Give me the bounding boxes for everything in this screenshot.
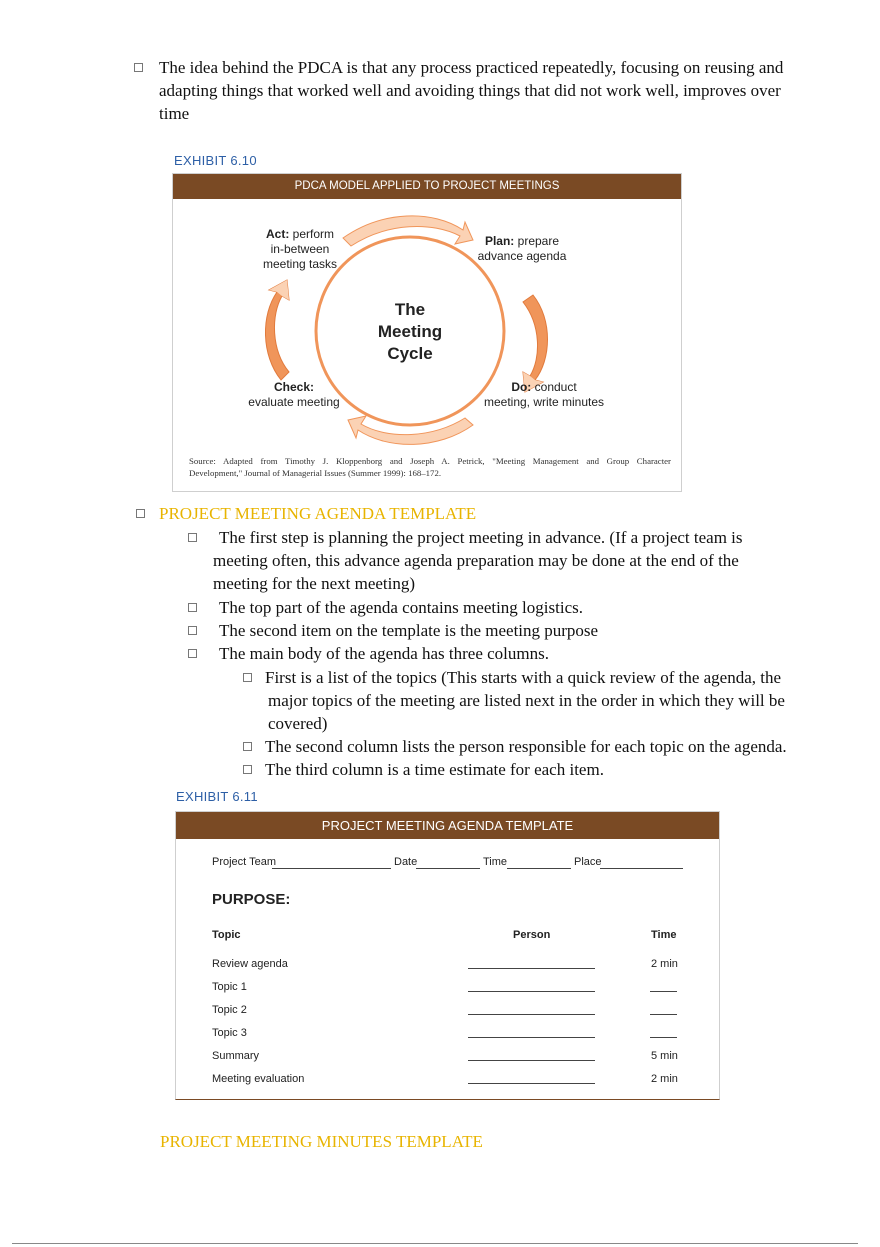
plan-bold: Plan: xyxy=(484,234,515,248)
agenda-bullet-1 xyxy=(213,526,833,595)
column-header-topic: Topic xyxy=(212,929,241,941)
field-project-team-label: Project Team xyxy=(212,856,276,868)
plan-line-2: advance agenda xyxy=(477,249,567,263)
table-row-time: 2 min xyxy=(651,958,678,970)
sub1-line-3: covered) xyxy=(268,714,328,733)
sub1-line-1: First is a list of the topics (This starts with a quick review of the agenda, the xyxy=(265,668,782,687)
field-project-team-line xyxy=(272,868,391,869)
agenda-bullet-3: The second item on the template is the meeting purpose xyxy=(219,621,599,640)
check-bold: Check: xyxy=(273,380,314,394)
table-row-person-line xyxy=(468,968,595,969)
center-line-3: Cycle xyxy=(387,344,433,363)
table-row-time: 5 min xyxy=(651,1050,678,1062)
exhibit-6-11-label: EXHIBIT 6.11 xyxy=(176,789,258,804)
table-row-person-line xyxy=(468,1014,595,1015)
table-row-time-line xyxy=(650,1014,677,1015)
table-row-time: 2 min xyxy=(651,1073,678,1085)
field-date-line xyxy=(416,868,480,869)
intro-line-2: adapting things that worked well and avoiding things that did not work well, improves over xyxy=(159,81,781,100)
minutes-section-heading: PROJECT MEETING MINUTES TEMPLATE xyxy=(160,1132,483,1151)
agenda-b1-line-2: meeting often, this advance agenda preparation may be done at the end of the xyxy=(213,551,739,570)
intro-line-3: time xyxy=(159,104,190,123)
bullet-marker xyxy=(134,63,143,72)
table-row-topic: Review agenda xyxy=(212,958,288,970)
table-row-time-line xyxy=(650,1037,677,1038)
check-label xyxy=(242,380,346,410)
exhibit-6-10-banner: PDCA MODEL APPLIED TO PROJECT MEETINGS xyxy=(173,174,681,199)
exhibit-6-10-label: EXHIBIT 6.10 xyxy=(174,153,257,168)
source-line-1: Source: Adapted from Timothy J. Kloppenborg and Joseph A. Petrick, "Meeting Management and Group Character xyxy=(189,456,671,466)
table-row-topic: Topic 2 xyxy=(212,1004,247,1016)
bullet-marker xyxy=(188,603,197,612)
exhibit-6-11-banner: PROJECT MEETING AGENDA TEMPLATE xyxy=(176,812,719,839)
agenda-sub-bullet-1 xyxy=(265,666,825,735)
field-time-label: Time xyxy=(483,856,508,868)
field-place-line xyxy=(600,868,683,869)
footer-divider xyxy=(12,1243,858,1244)
table-row-topic: Topic 1 xyxy=(212,981,247,993)
exhibit-6-10-source xyxy=(189,455,671,479)
table-row-topic: Meeting evaluation xyxy=(212,1073,305,1085)
bullet-marker xyxy=(243,765,252,774)
bullet-marker xyxy=(136,509,145,518)
bullet-marker xyxy=(188,649,197,658)
center-line-1: The xyxy=(394,300,426,319)
intro-line-1: The idea behind the PDCA is that any process practiced repeatedly, focusing on reusing and xyxy=(159,58,784,77)
column-header-person: Person xyxy=(513,929,551,941)
bullet-marker xyxy=(188,533,197,542)
bullet-marker xyxy=(188,626,197,635)
do-bold: Do: xyxy=(511,380,532,394)
field-time-line xyxy=(507,868,571,869)
act-rest: perform xyxy=(289,227,335,241)
do-line-2: meeting, write minutes xyxy=(483,395,605,409)
table-row-topic: Summary xyxy=(212,1050,260,1062)
agenda-section-heading: PROJECT MEETING AGENDA TEMPLATE xyxy=(159,504,477,523)
field-date-label: Date xyxy=(394,856,418,868)
agenda-b1-line-1: The first step is planning the project meeting in advance. (If a project team is xyxy=(219,528,743,547)
table-row-person-line xyxy=(468,1037,595,1038)
field-place-label: Place xyxy=(574,856,602,868)
agenda-bullet-2: The top part of the agenda contains meeting logistics. xyxy=(219,598,583,617)
column-header-time: Time xyxy=(651,929,677,941)
bullet-marker xyxy=(243,742,252,751)
do-rest: conduct xyxy=(531,380,577,394)
sub1-line-2: major topics of the meeting are listed next in the order in which they will be xyxy=(268,691,785,710)
act-bold: Act: xyxy=(265,227,290,241)
plan-label xyxy=(472,234,572,264)
table-row-time-line xyxy=(650,991,677,992)
center-line-2: Meeting xyxy=(377,322,443,341)
bullet-marker xyxy=(243,673,252,682)
check-line-2: evaluate meeting xyxy=(248,395,340,409)
table-row-person-line xyxy=(468,1060,595,1061)
table-row-topic: Topic 3 xyxy=(212,1027,247,1039)
plan-rest: prepare xyxy=(514,234,560,248)
cycle-center-title xyxy=(350,299,470,365)
agenda-bullet-4: The main body of the agenda has three columns. xyxy=(219,644,549,663)
table-row-person-line xyxy=(468,1083,595,1084)
act-line-2: in-between xyxy=(270,242,330,256)
source-line-2: Development," Journal of Managerial Issues (Summer 1999): 168–172. xyxy=(189,468,442,478)
purpose-heading: PURPOSE: xyxy=(212,891,291,908)
table-row-person-line xyxy=(468,991,595,992)
do-label xyxy=(478,380,610,410)
agenda-sub-bullet-2: The second column lists the person responsible for each topic on the agenda. xyxy=(265,737,787,756)
agenda-sub-bullet-3: The third column is a time estimate for each item. xyxy=(265,760,604,779)
agenda-b1-line-3: meeting for the next meeting) xyxy=(213,574,416,593)
arrow-top-icon xyxy=(343,216,473,246)
act-label xyxy=(252,227,348,272)
intro-paragraph xyxy=(159,56,839,125)
act-line-3: meeting tasks xyxy=(262,257,338,271)
arrow-bottom-icon xyxy=(348,416,473,444)
